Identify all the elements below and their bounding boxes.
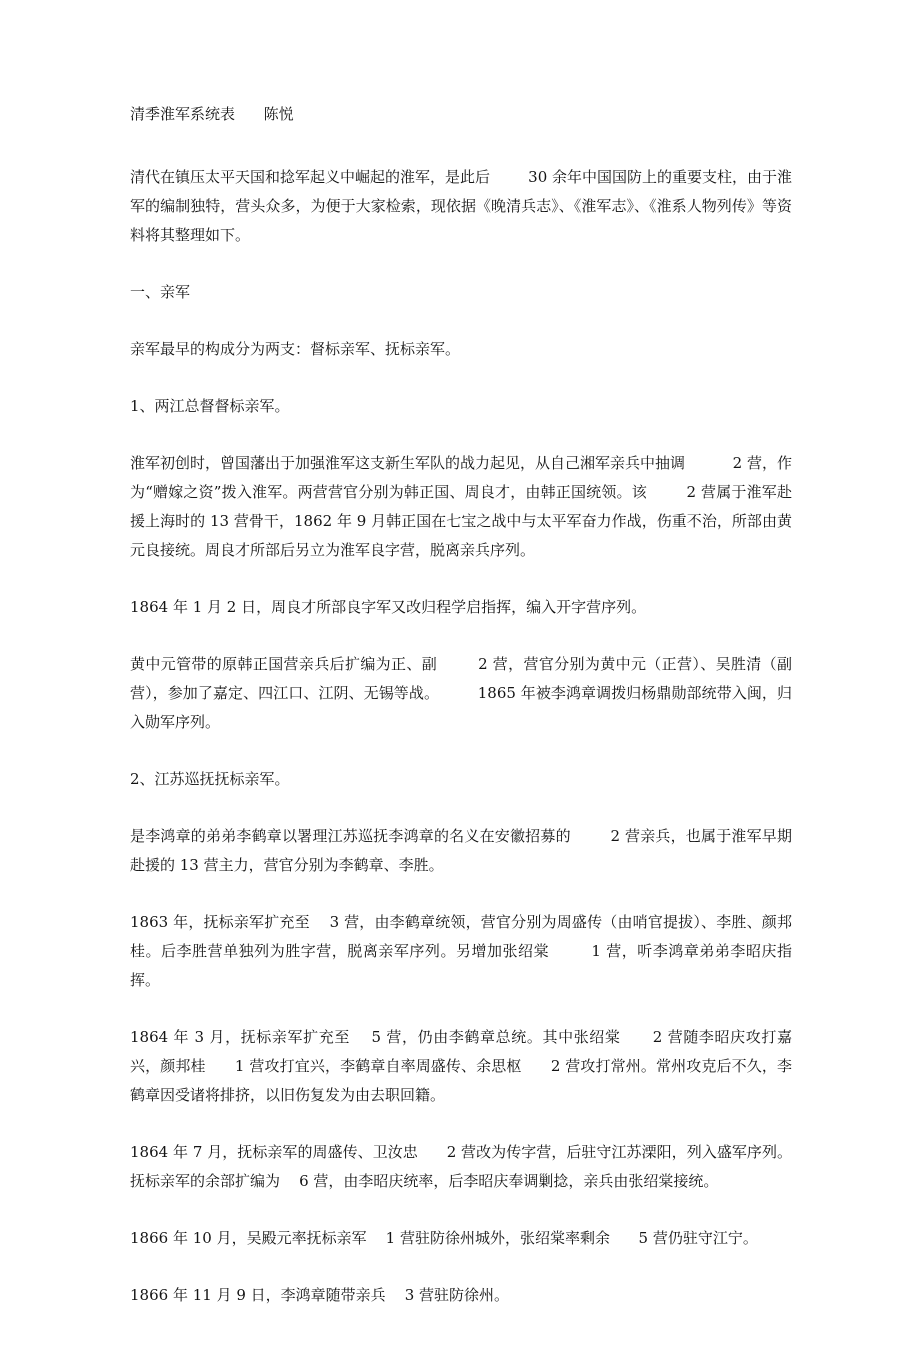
paragraph: 1866 年 11 月 9 日，李鸿章随带亲兵 3 营驻防徐州。	[130, 1286, 510, 1304]
paragraph: 1864 年 7 月，抚标亲军的周盛传、卫汝忠 2 营改为传字营，后驻守江苏溧阳，列入盛军序列。抚标亲军的余部扩编为 6 营，由李昭庆统率，后李昭庆奉调剿捻，亲兵由张绍棠接统。	[130, 1143, 792, 1190]
subsection-heading-dubiao: 1、两江总督督标亲军。	[130, 397, 290, 415]
paragraph: 亲军最早的构成分为两支：督标亲军、抚标亲军。	[130, 340, 461, 358]
document-title: 清季淮军系统表 陈悦	[130, 105, 294, 123]
paragraph-intro: 清代在镇压太平天国和捻军起义中崛起的淮军，是此后 30 余年中国国防上的重要支柱，由于淮军的编制独特，营头众多，为便于大家检索，现依据《晚清兵志》、《淮军志》、《淮系人物列传》等资料将其整理如下。	[130, 168, 793, 244]
section-heading-qinjun: 一、亲军	[130, 283, 191, 301]
paragraph: 是李鸿章的弟弟李鹤章以署理江苏巡抚李鸿章的名义在安徽招募的 2 营亲兵，也属于淮军早期赴援的 13 营主力，营官分别为李鹤章、李胜。	[130, 827, 792, 874]
paragraph: 1863 年，抚标亲军扩充至 3 营，由李鹤章统领，营官分别为周盛传（由哨官提拔）、李胜、颜邦桂。后李胜营单独列为胜字营，脱离亲军序列。另增加张绍棠 1 营，听李鸿章弟弟李昭庆指挥。	[130, 913, 792, 989]
paragraph: 淮军初创时，曾国藩出于加强淮军这支新生军队的战力起见，从自己湘军亲兵中抽调 2 营，作为“赠嫁之资”拨入淮军。两营营官分别为韩正国、周良才，由韩正国统领。该 2 营属于淮军赴援上海时的 13 营骨干，1862 年 9 月韩正国在七宝之战中与太平军奋力作战，伤重不治，所部由黄元良接统。周良才所部后另立为淮军良字营，脱离亲兵序列。	[130, 454, 792, 559]
paragraph: 1864 年 3 月，抚标亲军扩充至 5 营，仍由李鹤章总统。其中张绍棠 2 营随李昭庆攻打嘉兴，颜邦桂 1 营攻打宜兴，李鹤章自率周盛传、余思枢 2 营攻打常州。常州攻克后不久，李鹤章因受诸将排挤，以旧伤复发为由去职回籍。	[130, 1028, 792, 1104]
paragraph: 黄中元管带的原韩正国营亲兵后扩编为正、副 2 营，营官分别为黄中元（正营）、吴胜清（副营），参加了嘉定、四江口、江阴、无锡等战。 1865 年被李鸿章调拨归杨鼎勋部统带入闽，归入勋军序列。	[130, 655, 792, 731]
paragraph: 1864 年 1 月 2 日，周良才所部良字军又改归程学启指挥，编入开字营序列。	[130, 598, 647, 616]
subsection-heading-fubiao: 2、江苏巡抚抚标亲军。	[130, 770, 290, 788]
paragraph: 1866 年 10 月，吴殿元率抚标亲军 1 营驻防徐州城外，张绍棠率剩余 5 营仍驻守江宁。	[130, 1229, 758, 1247]
